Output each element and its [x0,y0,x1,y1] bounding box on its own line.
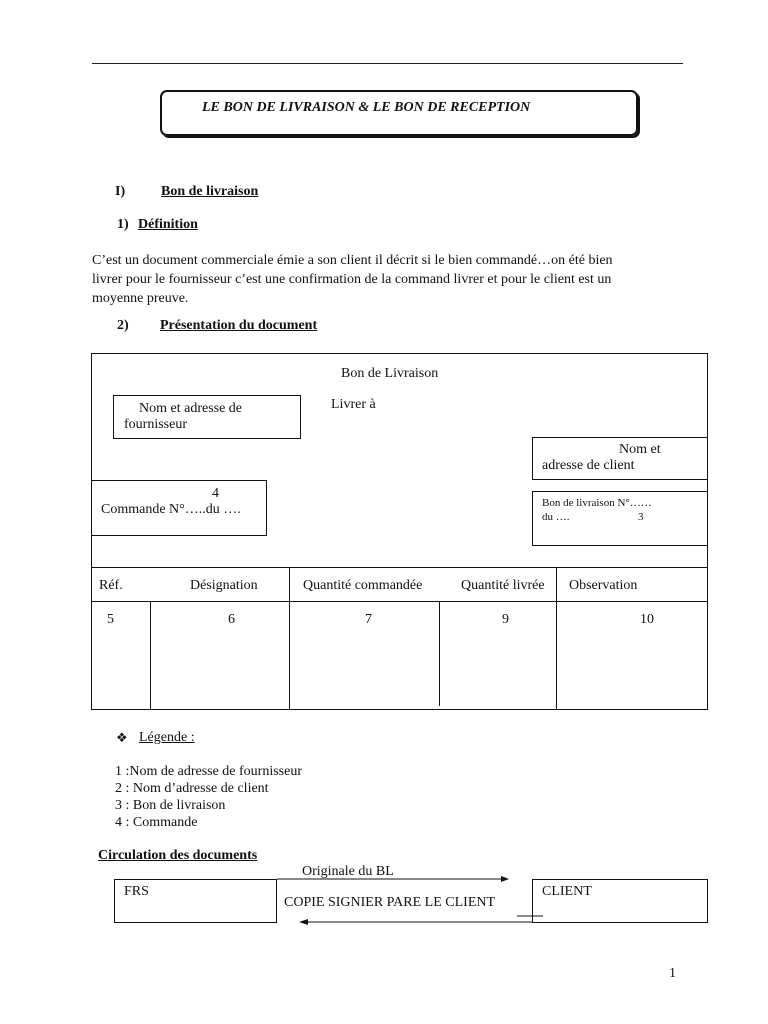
table-header-line [91,601,708,602]
circulation-heading: Circulation des documents [98,848,258,863]
legend-item: 3 : Bon de livraison [115,798,226,813]
subsection-heading: Présentation du document [160,318,318,333]
definition-line: moyenne preuve. [92,291,189,306]
client-circulation-label: CLIENT [542,884,592,899]
legend-item: 4 : Commande [115,815,198,830]
page-title: LE BON DE LIVRAISON & LE BON DE RECEPTION [202,100,531,115]
marker-number: 9 [502,612,509,627]
definition-line: C’est un document commerciale émie a son client il décrit si le bien commandé…on été bien [92,253,613,268]
delivery-note-number: 3 [638,511,644,523]
legend-item: 1 :Nom de adresse de fournisseur [115,764,303,779]
page-number: 1 [669,966,676,981]
form-heading: Bon de Livraison [341,366,439,381]
column-header-designation: Désignation [190,578,258,593]
column-header-ref: Réf. [99,578,123,593]
client-label: Nom et [619,442,661,457]
order-label: Commande N°…..du …. [101,502,241,517]
section-number: I) [115,184,126,199]
delivery-note-date: du …. [542,511,570,523]
column-header-qty-ordered: Quantité commandée [303,578,423,593]
supplier-label: Nom et adresse de [139,401,243,416]
delivery-note-label: Bon de livraison N°…… [542,497,652,509]
definition-line: livrer pour le fournisseur c’est une confirmation de la command livrer et pour le client est un [92,272,612,287]
subsection-number: 1) [117,217,129,232]
client-label: adresse de client [542,458,635,473]
flow-arrows [277,872,547,932]
column-divider [556,567,557,710]
top-rule [92,63,683,64]
marker-number: 6 [228,612,235,627]
marker-number: 10 [640,612,654,627]
marker-number: 7 [365,612,372,627]
subsection-heading: Définition [138,217,198,232]
copy-label: COPIE SIGNIER PARE LE CLIENT [284,895,496,910]
column-header-qty-delivered: Quantité livrée [461,578,545,593]
column-divider [439,601,440,706]
table-top-line [91,567,708,568]
legend-heading: Légende : [139,730,195,745]
left-arrow-icon [299,916,543,925]
legend-item: 2 : Nom d’adresse de client [115,781,269,796]
right-arrow-icon [277,876,509,882]
marker-number: 5 [107,612,114,627]
supplier-frs-label: FRS [124,884,149,899]
order-number: 4 [212,486,219,501]
column-divider [150,601,151,710]
section-heading: Bon de livraison [161,184,259,199]
definition-paragraph [92,251,682,308]
supplier-label: fournisseur [124,417,187,432]
column-header-observation: Observation [569,578,638,593]
original-label: Originale du BL [302,864,394,879]
column-divider [289,567,290,710]
deliver-to-label: Livrer à [331,397,376,412]
bullet-diamond-icon: ❖ [116,730,128,745]
subsection-number: 2) [117,318,129,333]
